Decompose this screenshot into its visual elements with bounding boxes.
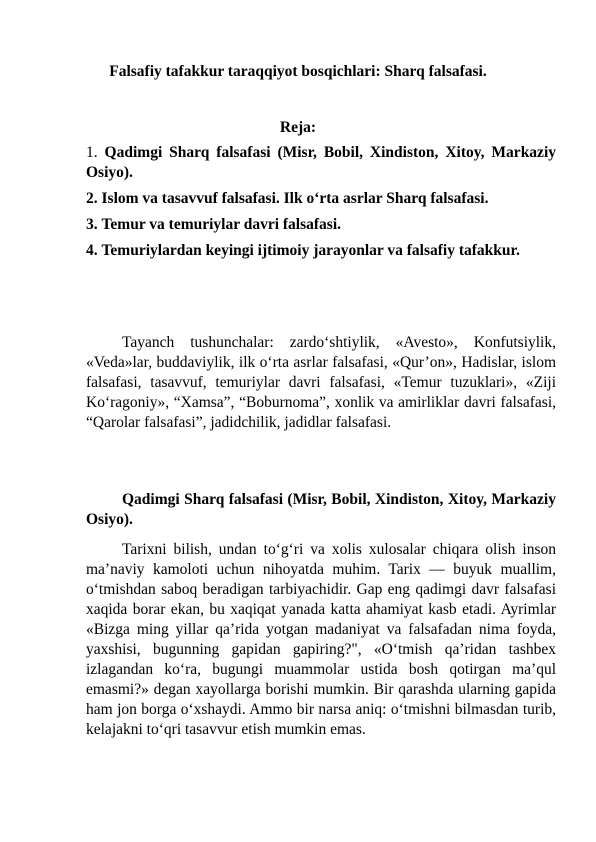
plan-item: [86, 143, 556, 183]
key-concepts-paragraph: Tayanch tushunchalar: zardo‘shtiylik, «Avesto», Konfutsiylik, «Veda»lar, buddaviylik, ilk o‘rta asrlar falsafasi, «Qur’on», Hadislar, islom falsafasi, tasavvuf, temuriylar davri falsafasi, «Temur tuzuklari», «Ziji Ko‘ragoniy», “Xamsa”, “Boburnoma”, xonlik va amirliklar davri falsafasi, “Qarolar falsafasi”, jadidchilik, jadidlar falsafasi.: [86, 334, 556, 431]
plan-item: [86, 215, 556, 235]
plan-item-number: 1.: [86, 144, 98, 161]
plan-item-text: Islom va tasavvuf falsafasi. Ilk o‘rta asrlar Sharq falsafasi.: [101, 190, 489, 207]
document-title: Falsafiy tafakkur taraqqiyot bosqichlari: Sharq falsafasi.: [109, 63, 487, 80]
plan-item-number: 4.: [86, 242, 98, 259]
plan-item-text: Qadimgi Sharq falsafasi (Misr, Bobil, Xindiston, Xitoy, Markaziy Osiyo).: [86, 144, 556, 181]
section-heading: Qadimgi Sharq falsafasi (Misr, Bobil, Xindiston, Xitoy, Markaziy Osiyo).: [86, 491, 556, 528]
plan-item: [86, 189, 556, 209]
plan-item-number: 3.: [86, 216, 98, 233]
plan-list: [86, 143, 556, 267]
section-paragraph: Tarixni bilish, undan to‘g‘ri va xolis xulosalar chiqara olish inson ma’naviy kamoloti uchun nihoyatda muhim. Tarix — buyuk muallim, o‘tmishdan saboq beradigan tarbiyachidir. Gap eng qadimgi davr falsafasi xaqida borar ekan, bu xaqiqat yanada katta ahamiyat kasb etadi. Ayrimlar «Bizga ming yillar qa’rida yotgan madaniyat va falsafadan nima foyda, yaxshisi, bugunning gapidan gapiring?", «O‘tmish qa’ridan tashbex izlagandan ko‘ra, bugungi muammolar ustida bosh qotirgan ma’qul emasmi?» degan xayollarga borishi mumkin. Bir qarashda ularning gapida ham jon borga o‘xshaydi. Ammo bir narsa aniq: o‘tmishni bilmasdan turib, kelajakni to‘qri tasavvur etish mumkin emas.: [86, 541, 556, 738]
plan-item: [86, 241, 556, 261]
plan-heading: Reja:: [279, 119, 317, 136]
plan-item-text: Temur va temuriylar davri falsafasi.: [101, 216, 342, 233]
plan-item-number: 2.: [86, 190, 98, 207]
plan-item-text: Temuriylardan keyingi ijtimoiy jarayonlar va falsafiy tafakkur.: [101, 242, 520, 259]
